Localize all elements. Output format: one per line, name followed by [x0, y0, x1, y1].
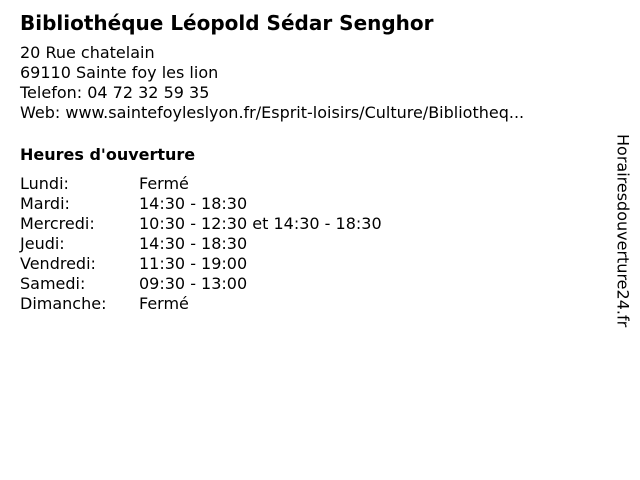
- address-city: 69110 Sainte foy les lion: [20, 63, 219, 82]
- day-label: Lundi:: [20, 174, 69, 193]
- day-label: Vendredi:: [20, 254, 96, 273]
- day-label: Mercredi:: [20, 214, 95, 233]
- site-brand-vertical: Horairesdouverture24.fr: [613, 134, 633, 328]
- hours-heading: Heures d'ouverture: [20, 145, 196, 164]
- hours-row-mardi: [20, 194, 382, 214]
- day-hours: 10:30 - 12:30 et 14:30 - 18:30: [139, 214, 382, 233]
- day-label: Dimanche:: [20, 294, 107, 313]
- place-title: Bibliothéque Léopold Sédar Senghor: [20, 11, 434, 35]
- day-label: Mardi:: [20, 194, 70, 213]
- website-link[interactable]: Web: www.saintefoyleslyon.fr/Esprit-loisirs/Culture/Bibliotheq...: [20, 103, 525, 122]
- day-hours: 09:30 - 13:00: [139, 274, 248, 293]
- day-hours: Fermé: [139, 174, 189, 193]
- hours-row-mercredi: [20, 214, 382, 234]
- hours-row-jeudi: [20, 234, 382, 254]
- day-hours: 14:30 - 18:30: [139, 234, 248, 253]
- phone-number: Telefon: 04 72 32 59 35: [20, 83, 210, 102]
- day-hours: 11:30 - 19:00: [139, 254, 248, 273]
- day-hours: 14:30 - 18:30: [139, 194, 248, 213]
- hours-row-lundi: [20, 174, 382, 194]
- day-label: Samedi:: [20, 274, 86, 293]
- place-info: [20, 43, 524, 123]
- hours-row-samedi: [20, 274, 382, 294]
- day-label: Jeudi:: [20, 234, 65, 253]
- hours-row-dimanche: [20, 294, 382, 314]
- address-street: 20 Rue chatelain: [20, 43, 155, 62]
- hours-row-vendredi: [20, 254, 382, 274]
- day-hours: Fermé: [139, 294, 189, 313]
- hours-table: [20, 174, 382, 314]
